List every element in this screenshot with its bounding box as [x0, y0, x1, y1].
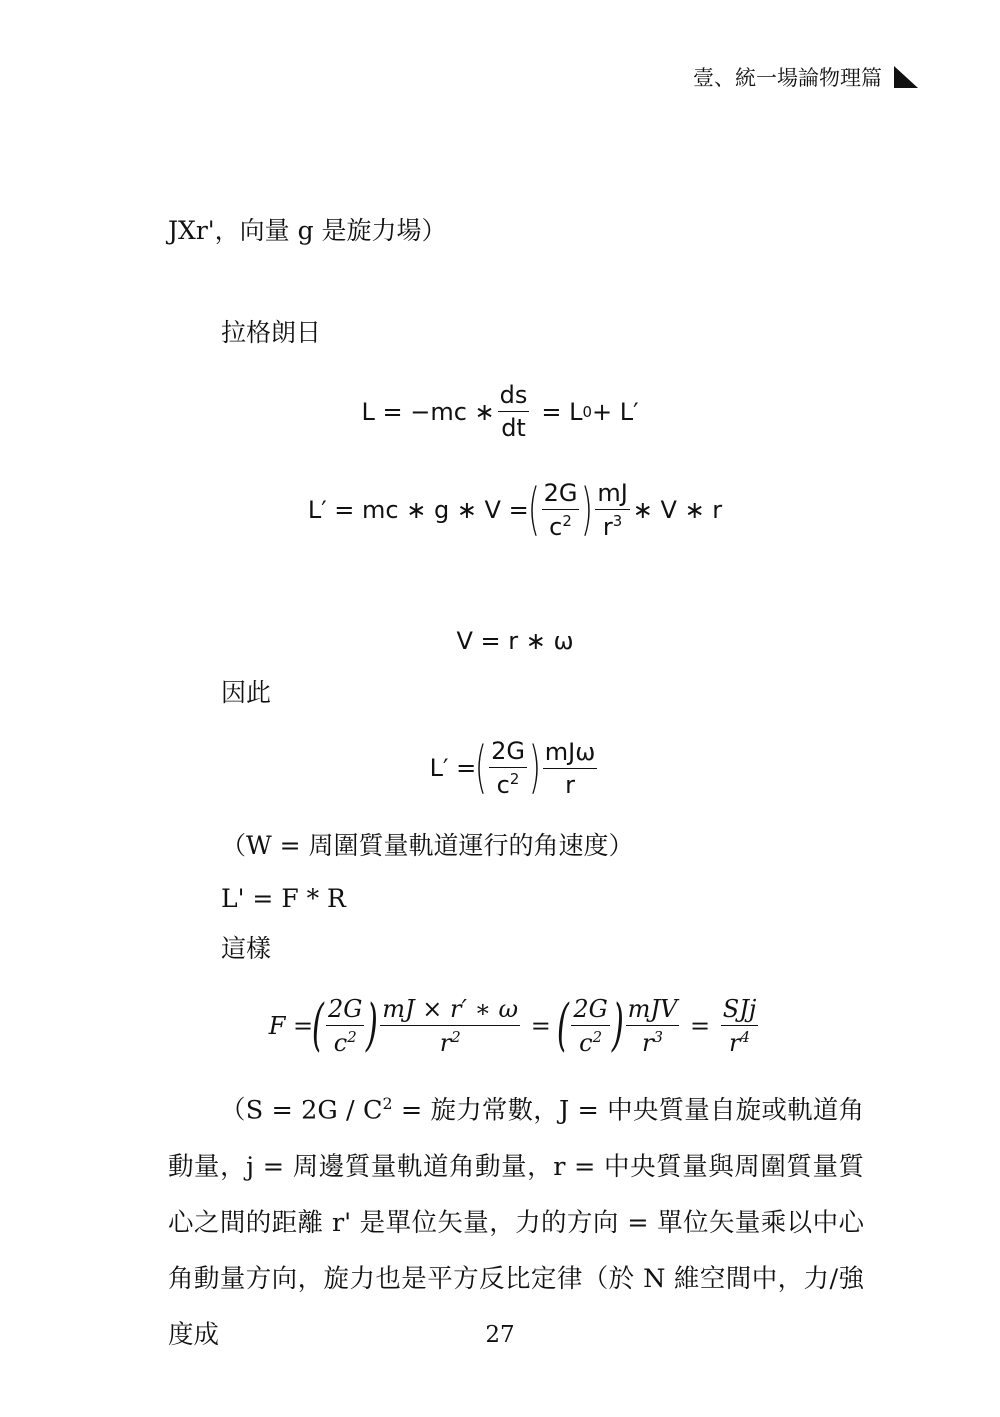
paragraph-therefore: 因此 — [221, 678, 272, 707]
eq5-fraction-1: $\frac{mJ \times r' ∗ \omega}{r^2}$ — [382, 995, 519, 1058]
equation-velocity — [0, 627, 1000, 655]
eq3-text: V = r ∗ ω — [456, 627, 574, 655]
eq2-numerator: mJ — [595, 480, 629, 510]
eq2-paren-denominator: $c^2$ — [549, 512, 572, 542]
eq2-fraction — [595, 480, 629, 541]
equation-l-prime-omega — [0, 735, 1000, 801]
eq5-close-paren-2: ) — [611, 993, 624, 1059]
eq5-close-paren-1: ) — [366, 993, 379, 1059]
eq5-equals-1: = — [523, 1012, 559, 1041]
eq5-paren-fraction-1: $\frac{2G}{c^2}$ — [327, 995, 363, 1058]
eq4-paren-fraction — [489, 738, 527, 799]
paragraph-omega-note: （W = 周圍質量軌道運行的角速度） — [221, 831, 634, 860]
eq5-fraction-3: $\frac{\text{SJj}}{r^4}$ — [722, 995, 757, 1058]
eq5-open-paren-1: ( — [312, 993, 325, 1059]
eq1-denominator: dt — [501, 414, 526, 443]
eq5-fraction-2: $\frac{\text{mJV}}{r^3}$ — [627, 995, 678, 1058]
eq2-paren-numerator: 2G — [542, 480, 580, 510]
eq2-close-paren: ) — [581, 477, 594, 543]
triangle-icon — [894, 66, 918, 88]
equation-lagrangian — [0, 382, 1000, 442]
eq2-paren-fraction — [542, 480, 580, 541]
eq4-fraction — [543, 739, 598, 799]
header-title: 壹、統一場論物理篇 — [693, 66, 882, 90]
equation-l-prime — [0, 477, 1000, 543]
paragraph-lagrangian-heading: 拉格朗日 — [221, 318, 322, 347]
eq2-lhs: L′ = mc ∗ g ∗ V = — [307, 496, 529, 525]
paragraph-continuation: JXr'，向量 g 是旋力場） — [168, 216, 447, 245]
superscript-two: 2 — [382, 1094, 393, 1113]
eq4-numerator: mJω — [543, 739, 598, 769]
eq4-denominator: r — [565, 770, 576, 799]
eq1-rhs: = L — [541, 397, 583, 426]
eq5-equals-2: = — [682, 1012, 718, 1041]
paragraph-thus: 這樣 — [221, 934, 272, 963]
eq4-paren-denominator: $c^2$ — [496, 770, 520, 800]
eq1-rhs-tail: + L′ — [591, 397, 639, 426]
body-paragraph-definitions: （$S = 2G / C^2$ = 旋力常數，J = 中央質量自旋或軌道角動量，j = 周邊質量軌道角動量，r = 中央質量與周圍質量質心之間的距離 r' 是單位矢量，力的方向 = 單位矢量乘以中心角動量方向，旋力也是平方反比定律（於 N 維空間中，力/強度成 — [168, 1094, 864, 1350]
eq4-paren-numerator: 2G — [489, 738, 527, 768]
eq2-rhs: ∗ V ∗ r — [632, 496, 723, 525]
eq4-close-paren: ) — [528, 735, 541, 801]
eq5-lhs: F = — [268, 1012, 314, 1041]
eq5-paren-fraction-2: $\frac{2G}{c^2}$ — [573, 995, 608, 1058]
eq5-open-paren-2: ( — [557, 993, 570, 1059]
equation-force — [0, 993, 1000, 1059]
running-header — [693, 62, 918, 92]
eq1-fraction — [498, 382, 530, 442]
eq4-open-paren: ( — [475, 735, 488, 801]
eq2-open-paren: ( — [527, 477, 540, 543]
eq4-lhs: L′ = — [429, 754, 477, 783]
paragraph-force-relation: L' = F * R — [221, 884, 346, 913]
eq1-subscript: 0 — [582, 402, 592, 421]
eq1-numerator: ds — [498, 382, 530, 412]
eq2-denominator: $r^3$ — [602, 512, 623, 542]
eq1-lhs: L = −mc ∗ — [361, 397, 495, 426]
page-number: 27 — [485, 1322, 515, 1348]
